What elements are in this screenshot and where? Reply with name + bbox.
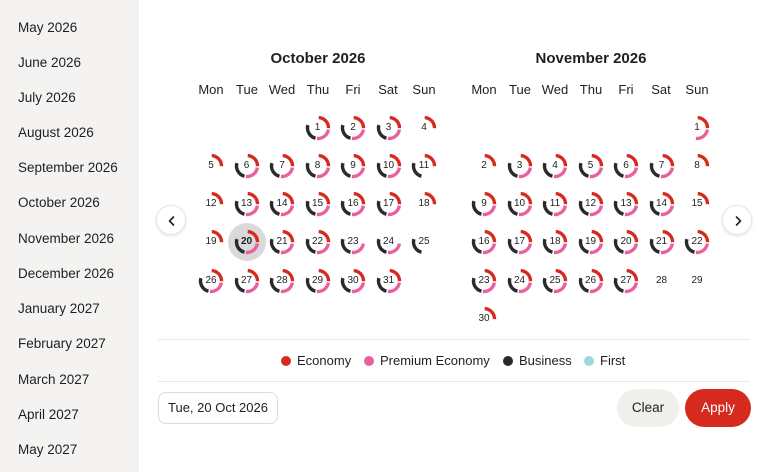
day-number: 4	[552, 160, 558, 171]
day-number: 5	[208, 160, 214, 171]
day-number: 29	[691, 275, 703, 286]
calendar-day[interactable]	[233, 152, 261, 180]
weekday-header: Tue	[236, 82, 258, 97]
day-number: 14	[655, 198, 668, 209]
day-number: 28	[655, 275, 668, 286]
day-number: 1	[314, 122, 321, 133]
calendar-day[interactable]	[541, 152, 569, 180]
day-number: 29	[311, 275, 324, 286]
calendar-day[interactable]	[506, 228, 534, 256]
calendar-day[interactable]	[612, 267, 640, 295]
chevron-left-icon	[166, 215, 178, 227]
day-number: 21	[655, 236, 668, 247]
day-number: 25	[418, 236, 430, 247]
sidebar-item-june-2026[interactable]: June 2026	[18, 55, 82, 70]
calendar-day[interactable]	[375, 152, 403, 180]
calendar-day[interactable]	[304, 190, 332, 218]
day-number: 8	[694, 160, 700, 171]
calendar-day[interactable]	[410, 228, 438, 256]
calendar-day[interactable]	[612, 152, 640, 180]
calendar-day[interactable]	[197, 267, 225, 295]
calendar-day[interactable]	[541, 267, 569, 295]
day-number: 17	[513, 236, 526, 247]
day-number: 5	[587, 160, 594, 171]
clear-button[interactable]: Clear	[617, 389, 679, 427]
calendar-day[interactable]	[470, 267, 498, 295]
day-number: 13	[240, 198, 253, 209]
weekday-header: Mon	[198, 82, 224, 97]
calendar-day[interactable]	[470, 228, 498, 256]
day-number: 10	[513, 198, 526, 209]
day-number: 16	[347, 198, 359, 209]
calendar-day[interactable]	[375, 190, 403, 218]
weekday-header: Thu	[579, 82, 603, 97]
sidebar-item-september-2026[interactable]: September 2026	[18, 160, 118, 175]
sidebar-item-august-2026[interactable]: August 2026	[18, 125, 94, 140]
day-number: 1	[694, 122, 700, 133]
calendar-day[interactable]	[197, 228, 225, 256]
legend-label: Premium Economy	[380, 353, 490, 368]
divider	[158, 339, 750, 340]
legend-label: First	[600, 353, 626, 368]
day-number: 12	[584, 198, 597, 209]
calendar-day[interactable]	[683, 114, 711, 142]
calendar-day[interactable]	[470, 152, 498, 180]
day-number: 15	[691, 198, 703, 209]
day-number: 8	[314, 160, 321, 171]
calendar-day[interactable]	[470, 190, 498, 218]
weekday-header: Thu	[306, 82, 330, 97]
legend-label: Economy	[297, 353, 352, 368]
calendar-day[interactable]	[268, 152, 296, 180]
calendar-day[interactable]	[577, 152, 605, 180]
calendar-day[interactable]	[339, 190, 367, 218]
day-number: 9	[350, 160, 356, 171]
calendar-day[interactable]	[612, 228, 640, 256]
day-number: 26	[584, 275, 597, 286]
calendar-day[interactable]	[506, 152, 534, 180]
day-number: 20	[240, 236, 253, 247]
calendar-day[interactable]	[410, 190, 438, 218]
calendar-day[interactable]	[304, 114, 332, 142]
day-number: 9	[481, 198, 487, 209]
day-number: 11	[418, 160, 430, 171]
calendar-day[interactable]	[339, 152, 367, 180]
day-number: 4	[421, 122, 427, 133]
premium-economy-dot-icon	[364, 356, 374, 366]
business-dot-icon	[503, 356, 513, 366]
day-number: 24	[382, 236, 395, 247]
day-number: 14	[276, 198, 288, 209]
sidebar-item-may-2027[interactable]: May 2027	[18, 442, 78, 457]
prev-month-button[interactable]	[156, 205, 186, 235]
calendar-day[interactable]	[268, 267, 296, 295]
month-title-october: October 2026	[270, 50, 366, 67]
day-number: 27	[240, 275, 253, 286]
day-number: 6	[243, 160, 250, 171]
day-number: 16	[478, 236, 490, 247]
weekday-header: Tue	[509, 82, 531, 97]
calendar-day[interactable]	[470, 305, 498, 333]
day-number: 6	[623, 160, 629, 171]
calendar-day[interactable]	[683, 267, 711, 295]
weekday-header: Sat	[378, 82, 398, 97]
selected-date-field[interactable]: Tue, 20 Oct 2026	[158, 392, 278, 424]
day-number: 15	[311, 198, 324, 209]
day-number: 7	[279, 160, 285, 171]
calendar-day[interactable]	[197, 190, 225, 218]
day-number: 20	[620, 236, 632, 247]
calendar-day[interactable]	[683, 152, 711, 180]
sidebar-item-april-2027[interactable]: April 2027	[18, 407, 79, 422]
calendar-day[interactable]	[233, 228, 261, 256]
legend-business	[503, 353, 572, 369]
calendar-day[interactable]	[648, 228, 676, 256]
divider	[158, 381, 750, 382]
calendar-day[interactable]	[506, 190, 534, 218]
calendar-day[interactable]	[268, 228, 296, 256]
day-number: 21	[276, 236, 288, 247]
day-number: 13	[620, 198, 632, 209]
sidebar-item-november-2026[interactable]: November 2026	[18, 231, 115, 246]
sidebar-item-july-2026[interactable]: July 2026	[18, 90, 76, 105]
day-number: 7	[658, 160, 665, 171]
economy-dot-icon	[281, 356, 291, 366]
calendar-day[interactable]	[577, 228, 605, 256]
day-number: 18	[418, 198, 430, 209]
chevron-right-icon	[732, 215, 744, 227]
weekday-header: Wed	[541, 82, 569, 97]
day-number: 2	[350, 122, 356, 133]
month-sidebar	[0, 0, 139, 472]
calendar-day[interactable]	[683, 190, 711, 218]
day-number: 27	[620, 275, 632, 286]
month-title-november: November 2026	[535, 50, 647, 67]
day-number: 25	[549, 275, 561, 286]
weekday-header: Mon	[471, 82, 497, 97]
day-number: 26	[205, 275, 217, 286]
day-number: 23	[347, 236, 359, 247]
calendar-day[interactable]	[577, 267, 605, 295]
calendar-day[interactable]	[233, 190, 261, 218]
apply-button[interactable]: Apply	[685, 389, 751, 427]
calendar-day[interactable]	[410, 114, 438, 142]
day-number: 22	[691, 236, 703, 247]
legend-first	[584, 353, 625, 369]
day-number: 12	[205, 198, 217, 209]
day-number: 24	[513, 275, 526, 286]
sidebar-item-january-2027[interactable]: January 2027	[18, 301, 100, 316]
calendar-day[interactable]	[541, 228, 569, 256]
day-number: 3	[516, 160, 523, 171]
sidebar-item-may-2026[interactable]: May 2026	[18, 20, 78, 35]
calendar-day[interactable]	[375, 228, 403, 256]
day-number: 17	[382, 198, 395, 209]
weekday-header: Sat	[651, 82, 671, 97]
day-number: 30	[347, 275, 359, 286]
calendar-day[interactable]	[339, 267, 367, 295]
calendar-day[interactable]	[304, 152, 332, 180]
calendar-day[interactable]	[233, 267, 261, 295]
weekday-header: Sun	[412, 82, 436, 97]
day-number: 19	[584, 236, 597, 247]
first-dot-icon	[584, 356, 594, 366]
calendar-day[interactable]	[541, 190, 569, 218]
legend-premium-economy	[364, 353, 490, 369]
day-number: 30	[478, 313, 490, 324]
weekday-header: Fri	[618, 82, 634, 97]
calendar-day[interactable]	[339, 228, 367, 256]
calendar-day[interactable]	[268, 190, 296, 218]
calendar-day[interactable]	[506, 267, 534, 295]
day-number: 3	[385, 122, 392, 133]
day-number: 18	[549, 236, 561, 247]
legend-economy	[281, 353, 351, 369]
day-number: 19	[205, 236, 217, 247]
calendar-day[interactable]	[304, 267, 332, 295]
weekday-header: Wed	[268, 82, 296, 97]
day-number: 2	[481, 160, 487, 171]
day-number: 10	[382, 160, 395, 171]
calendar-day[interactable]	[304, 228, 332, 256]
calendar-day[interactable]	[648, 152, 676, 180]
calendar-day[interactable]	[339, 114, 367, 142]
sidebar-item-october-2026[interactable]: October 2026	[18, 195, 100, 210]
day-number: 31	[382, 275, 395, 286]
calendar-day[interactable]	[197, 152, 225, 180]
day-number: 22	[311, 236, 324, 247]
sidebar-item-march-2027[interactable]: March 2027	[18, 372, 90, 387]
day-number: 28	[276, 275, 288, 286]
next-month-button[interactable]	[722, 205, 752, 235]
day-number: 23	[478, 275, 490, 286]
weekday-header: Fri	[345, 82, 361, 97]
sidebar-item-december-2026[interactable]: December 2026	[18, 266, 115, 281]
sidebar-item-february-2027[interactable]: February 2027	[18, 336, 106, 351]
day-number: 11	[549, 198, 561, 209]
calendar-day[interactable]	[410, 152, 438, 180]
weekday-header: Sun	[685, 82, 709, 97]
calendar-day[interactable]	[612, 190, 640, 218]
legend-label: Business	[519, 353, 572, 368]
calendar-day[interactable]	[375, 267, 403, 295]
calendar-day[interactable]	[683, 228, 711, 256]
calendar-day[interactable]	[648, 190, 676, 218]
calendar-day[interactable]	[577, 190, 605, 218]
calendar-day[interactable]	[648, 267, 676, 295]
calendar-day[interactable]	[375, 114, 403, 142]
